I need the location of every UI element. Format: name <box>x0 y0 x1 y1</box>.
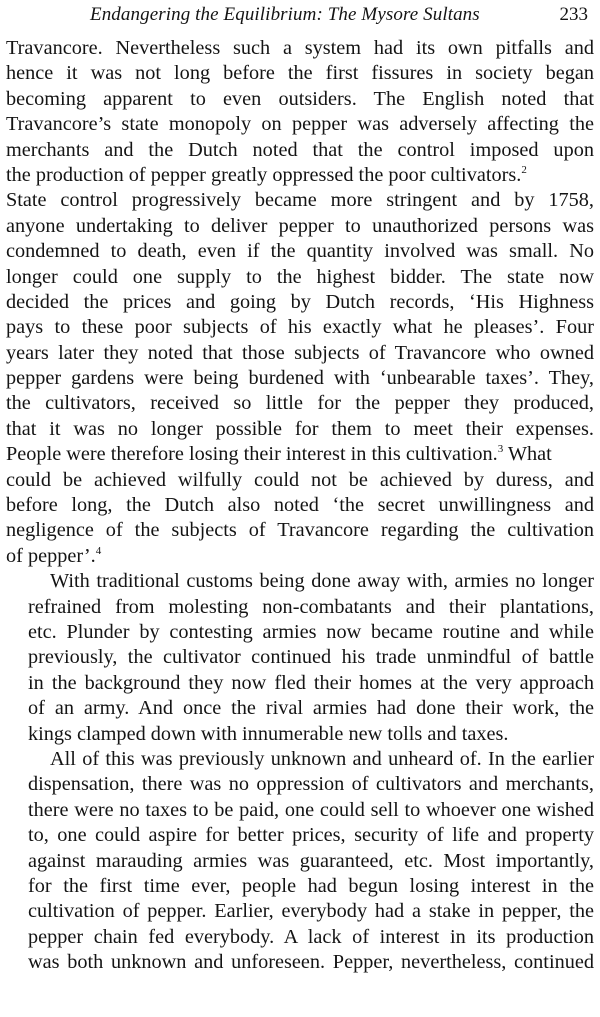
text-line: that it was no longer possible for them to meet their expenses. <box>6 417 594 440</box>
text-line: negligence of the subjects of Travancore regarding the cultivation <box>6 519 594 542</box>
page-number: 233 <box>559 4 588 25</box>
text-line: against marauding armies was guaranteed, etc. Most importantly, <box>28 849 594 872</box>
text-line: pays to these poor subjects of his exactly what he pleases’. Four <box>6 316 594 339</box>
text-line: was both unknown and unforeseen. Pepper, nevertheless, continued <box>28 951 594 974</box>
text-line: hence it was not long before the first fissures in society began <box>6 62 594 85</box>
text-line: Travancore. Nevertheless such a system had its own pitfalls and <box>6 37 594 59</box>
text-line: could be achieved wilfully could not be achieved by duress, and <box>6 468 594 491</box>
text-line: etc. Plunder by contesting armies now became routine and while <box>28 620 594 643</box>
footnote-marker: 4 <box>95 545 102 558</box>
text-line: refrained from molesting non-combatants and their plantations, <box>28 595 594 618</box>
text-line: longer could one supply to the highest bidder. The state now <box>6 265 594 288</box>
text-line: decided the prices and going by Dutch records, ‘His Highness <box>6 290 594 313</box>
text-line: years later they noted that those subjects of Travancore who owned <box>6 341 594 364</box>
text-line: People were therefore losing their interest in this cultivation.$^3$ What <box>6 443 552 466</box>
text-line: All of this was previously unknown and unheard of. In the earlier <box>50 747 594 770</box>
text-line: kings clamped down with innumerable new tolls and taxes. <box>28 722 509 745</box>
text-line: With traditional customs being done away with, armies no longer <box>50 570 594 593</box>
text-line: Travancore’s state monopoly on pepper was adversely affecting the <box>6 113 594 136</box>
paragraph-2 <box>6 569 594 747</box>
text-line: the cultivators, received so little for the pepper they produced, <box>6 392 594 415</box>
paragraph-1 <box>6 36 594 569</box>
text-line: dispensation, there was no oppression of cultivators and merchants, <box>28 773 594 796</box>
footnote-marker: 3 <box>497 443 504 456</box>
text-line: for the first time ever, people had begun losing interest in the <box>28 874 594 897</box>
body-text <box>6 36 594 975</box>
text-line: to, one could aspire for better prices, security of life and property <box>28 824 594 847</box>
page-header <box>6 2 594 28</box>
paragraph-3 <box>6 747 594 976</box>
text-line: pepper gardens were being burdened with ‘unbearable taxes’. They, <box>6 367 594 390</box>
text-line: condemned to death, even if the quantity involved was small. No <box>6 240 594 263</box>
text-line: pepper chain fed everybody. A lack of interest in its production <box>28 925 594 948</box>
text-line: anyone undertaking to deliver pepper to unauthorized persons was <box>6 214 594 237</box>
book-page <box>6 0 594 1017</box>
text-line: before long, the Dutch also noted ‘the secret unwillingness and <box>6 494 594 517</box>
text-line: in the background they now fled their homes at the very approach <box>28 671 594 694</box>
running-head: Endangering the Equilibrium: The Mysore Sultans <box>90 4 480 25</box>
text-line: cultivation of pepper. Earlier, everybody had a stake in pepper, the <box>28 900 594 923</box>
text-line: State control progressively became more stringent and by 1758, <box>6 189 594 212</box>
text-line: there were no taxes to be paid, one could sell to whoever one wished <box>28 798 594 821</box>
text-line: of pepper’.$^4$ <box>6 544 102 567</box>
text-line: previously, the cultivator continued his trade unmindful of battle <box>28 646 594 669</box>
text-line: merchants and the Dutch noted that the control imposed upon <box>6 138 594 161</box>
text-line: the production of pepper greatly oppressed the poor cultivators.$^2$ <box>6 163 527 186</box>
footnote-marker: 2 <box>521 164 527 177</box>
text-line: becoming apparent to even outsiders. The English noted that <box>6 87 594 110</box>
text-line: of an army. And once the rival armies had done their work, the <box>28 697 594 720</box>
